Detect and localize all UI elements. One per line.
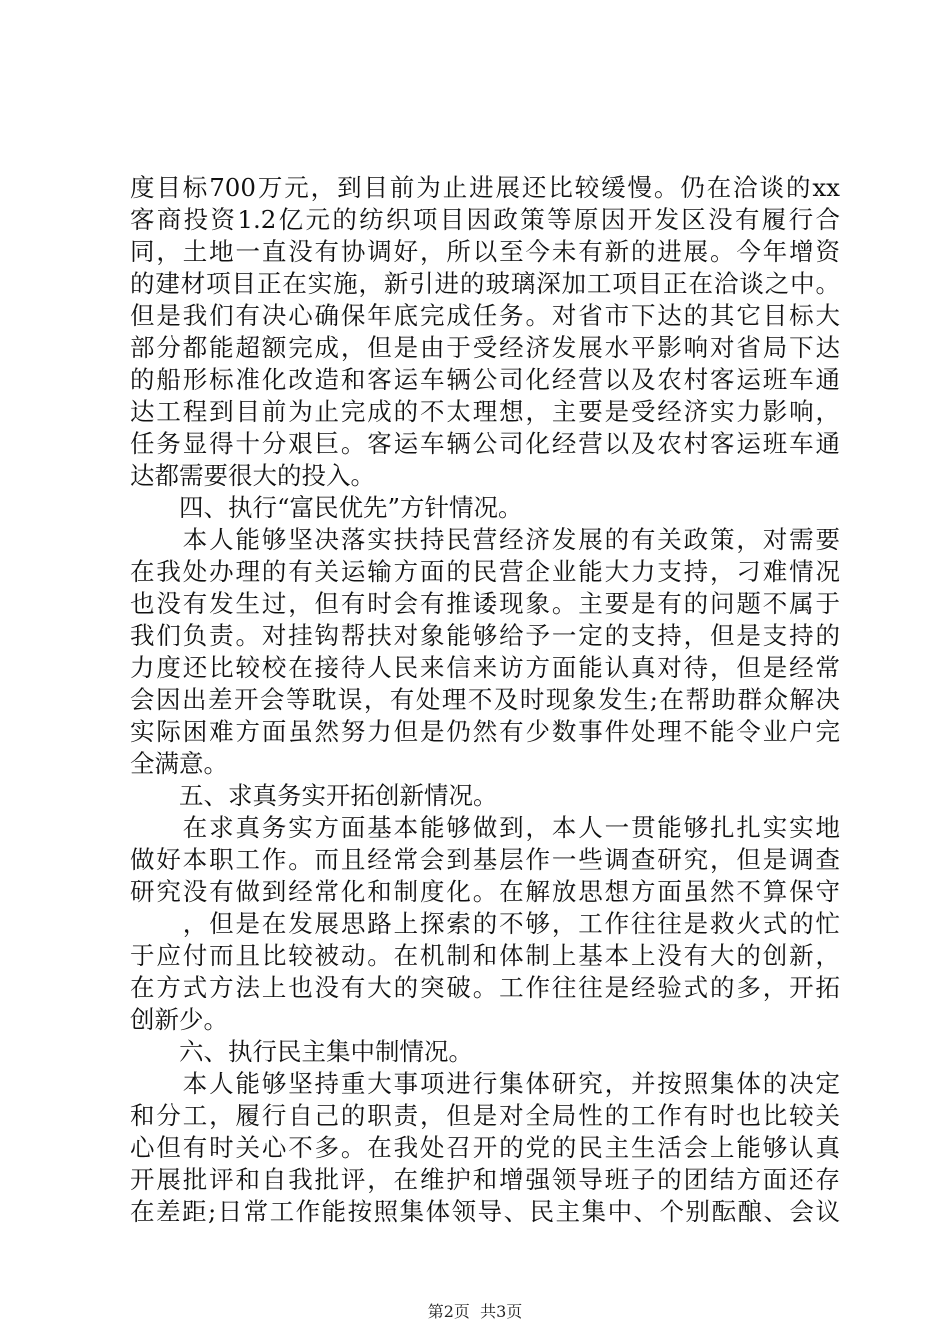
text-line: 客商投资1.2亿元的纺织项目因政策等原因开发区没有履行合 <box>130 205 840 234</box>
text-line: 心但有时关心不多。在我处召开的党的民主生活会上能够认真 <box>130 1133 840 1162</box>
page-number-footer: 第2页 共3页 <box>427 1302 523 1321</box>
text-line: 创新少。 <box>130 1005 228 1034</box>
text-line: 实际困难方面虽然努力但是仍然有少数事件处理不能令业户完 <box>130 717 840 746</box>
text-line: 全满意。 <box>130 749 228 778</box>
text-line: 于应付而且比较被动。在机制和体制上基本上没有大的创新， <box>130 941 840 970</box>
text-line: 同，土地一直没有协调好，所以至今未有新的进展。今年增资 <box>130 237 840 266</box>
section-heading: 六、执行民主集中制情况。 <box>130 1037 473 1066</box>
text-line: 力度还比较校在接待人民来信来访方面能认真对待，但是经常 <box>130 653 840 682</box>
section-heading: 四、执行“富民优先”方针情况。 <box>130 493 523 522</box>
text-line: 在求真务实方面基本能够做到，本人一贯能够扎扎实实地 <box>130 813 840 842</box>
text-line: 但是我们有决心确保年底完成任务。对省市下达的其它目标大 <box>130 301 840 330</box>
text-line: 研究没有做到经常化和制度化。在解放思想方面虽然不算保守 <box>130 877 840 906</box>
text-line: 本人能够坚持重大事项进行集体研究，并按照集体的决定 <box>130 1069 840 1098</box>
text-line: 在差距;日常工作能按照集体领导、民主集中、个别酝酿、会议 <box>130 1197 840 1226</box>
section-heading: 五、求真务实开拓创新情况。 <box>130 781 498 810</box>
text-line: 会因出差开会等耽误，有处理不及时现象发生;在帮助群众解决 <box>130 685 840 714</box>
text-line: 在我处办理的有关运输方面的民营企业能大力支持，刁难情况 <box>130 557 840 586</box>
text-line: 达工程到目前为止完成的不太理想，主要是受经济实力影响， <box>130 397 840 426</box>
text-line: 开展批评和自我批评，在维护和增强领导班子的团结方面还存 <box>130 1165 840 1194</box>
text-line: 度目标700万元，到目前为止进展还比较缓慢。仍在洽谈的xx <box>130 173 840 202</box>
text-line: 的建材项目正在实施，新引进的玻璃深加工项目正在洽谈之中。 <box>130 269 840 298</box>
text-line: 也没有发生过，但有时会有推诿现象。主要是有的问题不属于 <box>130 589 840 618</box>
text-line: 我们负责。对挂钩帮扶对象能够给予一定的支持，但是支持的 <box>130 621 840 650</box>
body-text <box>130 172 840 1228</box>
text-line: 做好本职工作。而且经常会到基层作一些调查研究，但是调查 <box>130 845 840 874</box>
text-line: 在方式方法上也没有大的突破。工作往往是经验式的多，开拓 <box>130 973 840 1002</box>
text-line: 和分工，履行自己的职责，但是对全局性的工作有时也比较关 <box>130 1101 840 1130</box>
text-line: 任务显得十分艰巨。客运车辆公司化经营以及农村客运班车通 <box>130 429 840 458</box>
text-line: 达都需要很大的投入。 <box>130 461 375 490</box>
text-line: 的船形标准化改造和客运车辆公司化经营以及农村客运班车通 <box>130 365 840 394</box>
text-line: 本人能够坚决落实扶持民营经济发展的有关政策，对需要 <box>130 525 840 554</box>
text-line: ，但是在发展思路上探索的不够，工作往往是救火式的忙 <box>130 909 840 938</box>
text-line: 部分都能超额完成，但是由于受经济发展水平影响对省局下达 <box>130 333 840 362</box>
